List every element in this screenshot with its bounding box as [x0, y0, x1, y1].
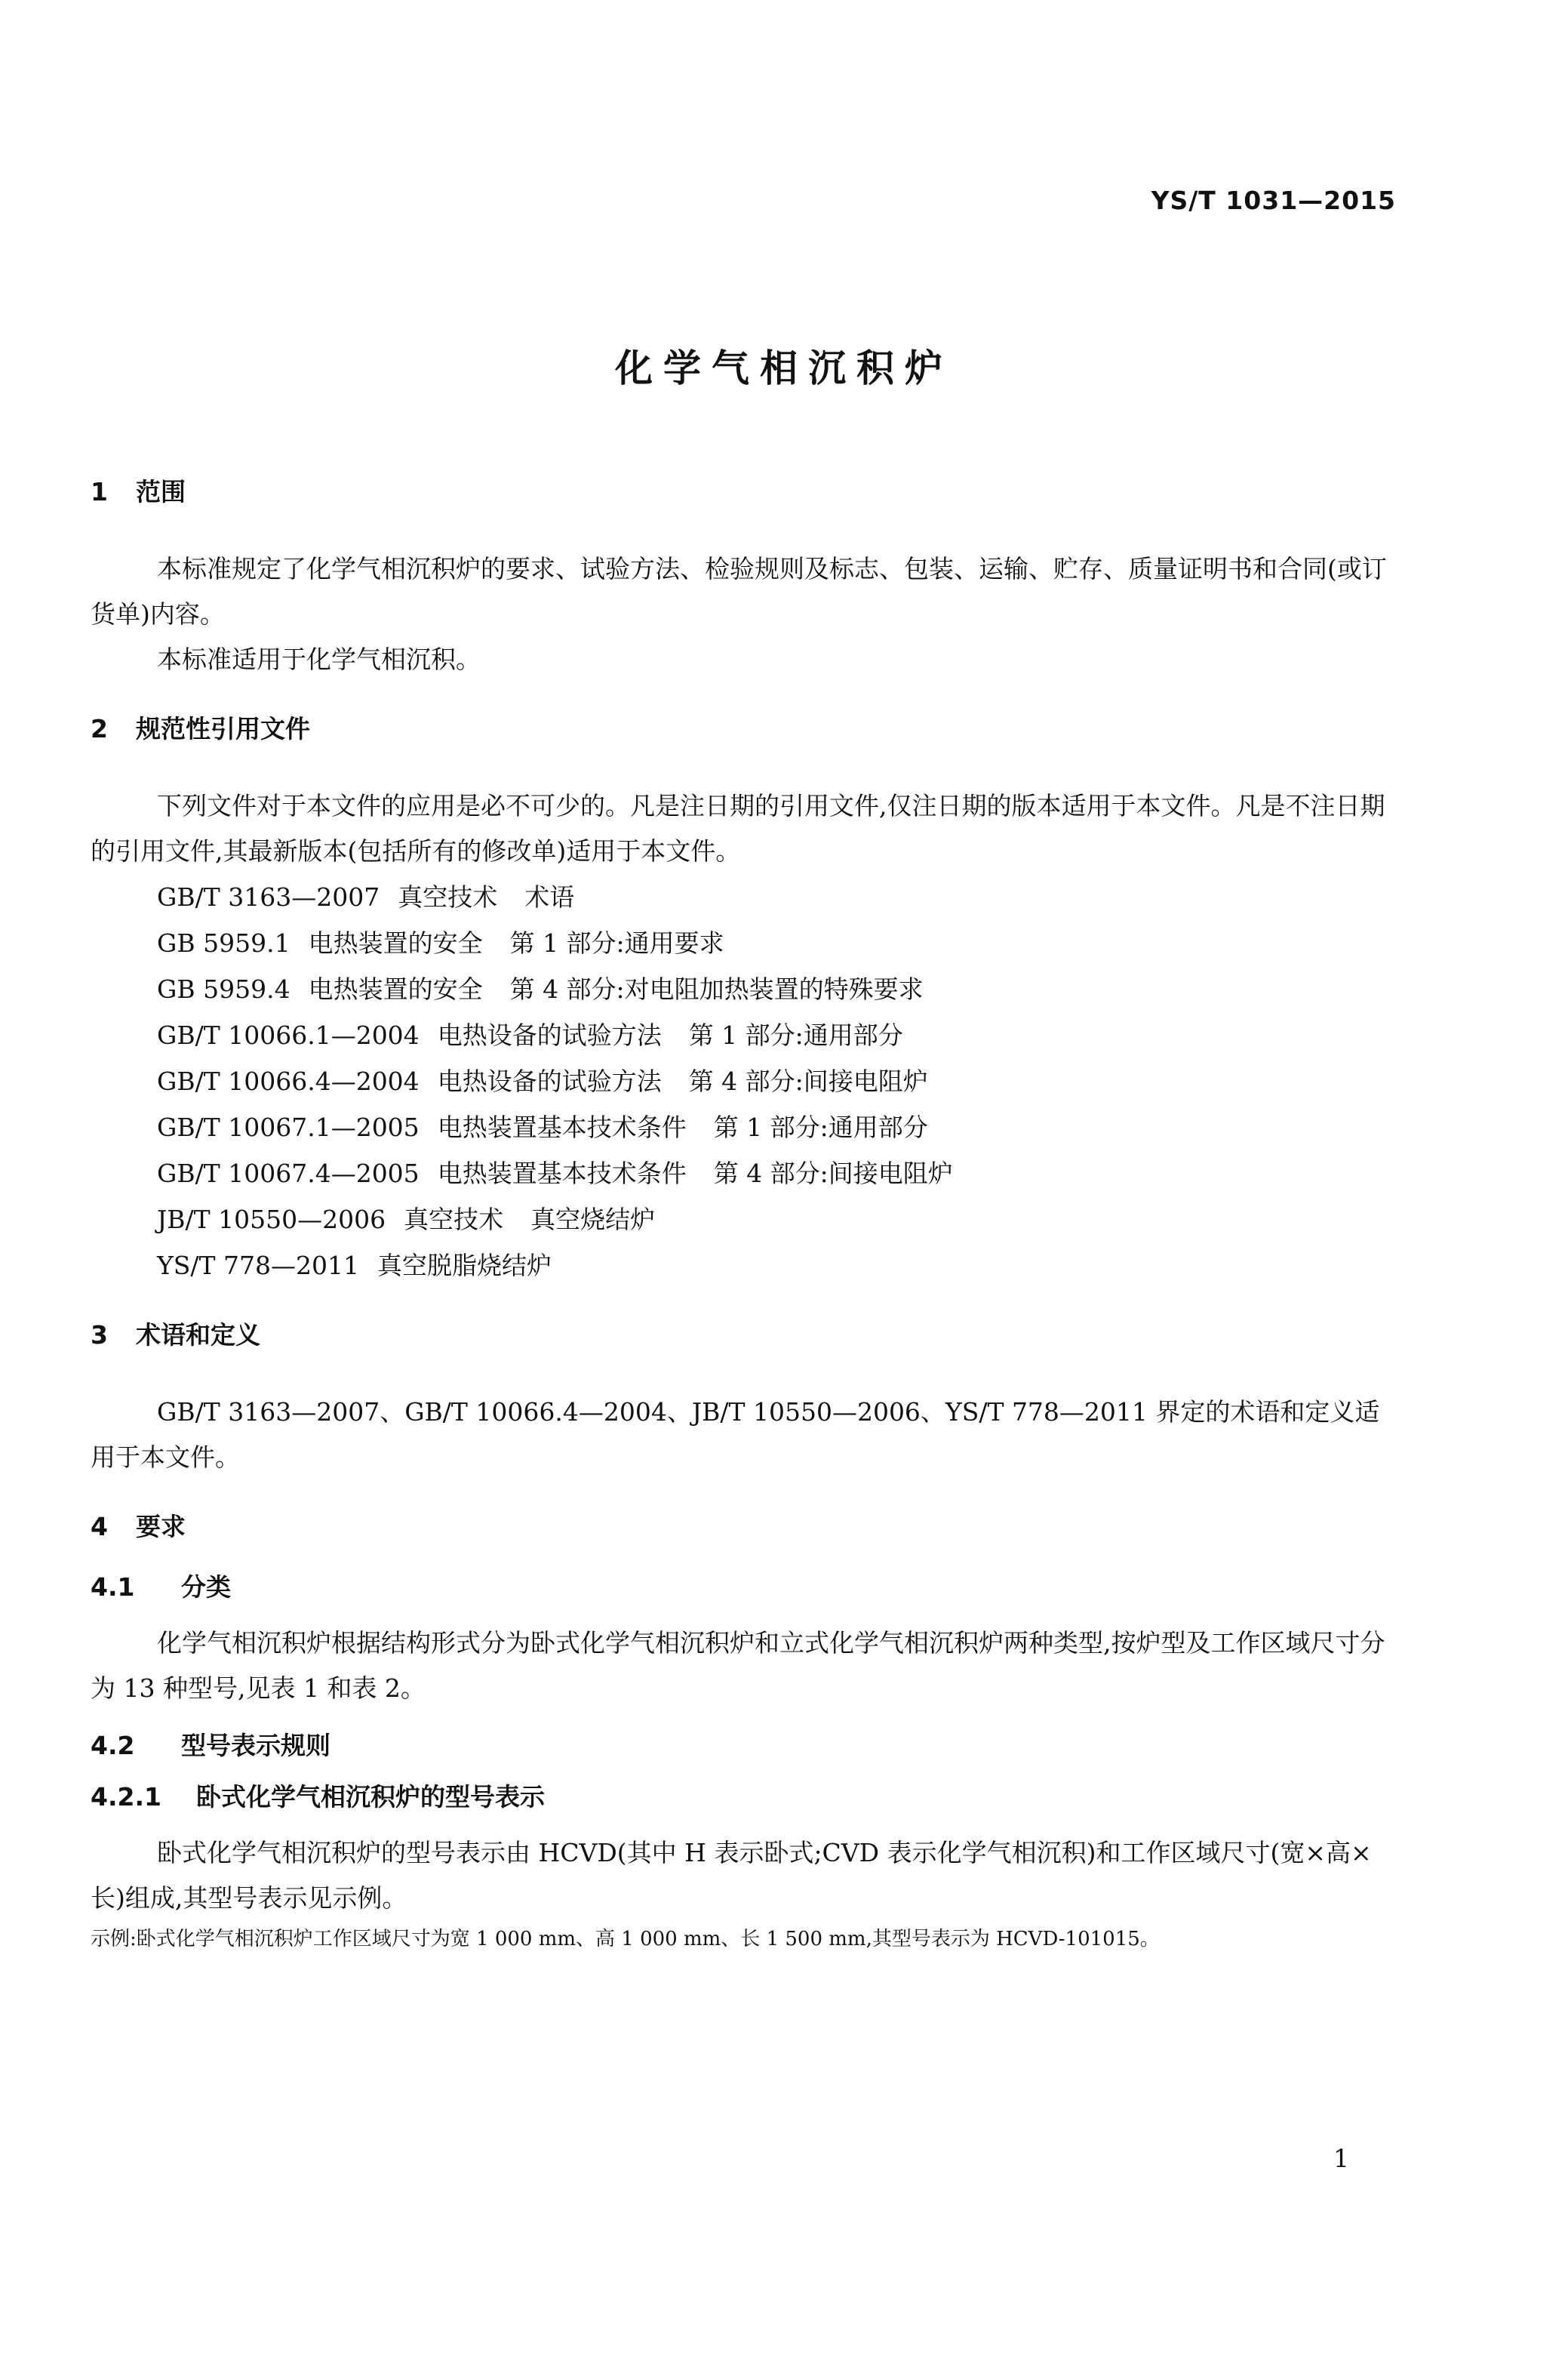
reference-title: 真空技术: [404, 1205, 504, 1234]
reference-code: GB 5959.1: [157, 928, 291, 958]
subsection-title: 分类: [181, 1572, 231, 1602]
subsection-title: 型号表示规则: [181, 1731, 331, 1760]
section-heading: [91, 476, 1404, 509]
reference-code: GB/T 10066.4—2004: [157, 1067, 420, 1096]
document-title: 化学气相沉积炉: [615, 346, 953, 390]
reference-item: [157, 1196, 1404, 1242]
reference-part: 第 1 部分:通用部分: [688, 1020, 903, 1050]
reference-part: 第 1 部分:通用部分: [713, 1113, 928, 1142]
section-title: 规范性引用文件: [136, 714, 310, 743]
reference-title: 真空技术: [398, 882, 498, 912]
reference-code: GB/T 3163—2007: [157, 882, 380, 912]
reference-part: 第 4 部分:间接电阻炉: [713, 1159, 953, 1188]
section-heading: [91, 1510, 1404, 1544]
reference-code: GB/T 10067.1—2005: [157, 1113, 420, 1142]
reference-item: [157, 1242, 1404, 1288]
section-title: 要求: [136, 1512, 186, 1541]
reference-title: 电热装置的安全: [308, 928, 483, 958]
reference-part: 第 1 部分:通用要求: [509, 928, 724, 958]
section-1-scope: [91, 476, 1404, 682]
section-3-terms-definitions: [91, 1319, 1404, 1480]
section-number: 3: [91, 1320, 108, 1350]
paragraph: 本标准规定了化学气相沉积炉的要求、试验方法、检验规则及标志、包装、运输、贮存、质量证明书和合同(或订货单)内容。: [91, 554, 1387, 629]
subsection-heading: [91, 1729, 1404, 1762]
paragraph: 化学气相沉积炉根据结构形式分为卧式化学气相沉积炉和立式化学气相沉积炉两种类型,按炉型及工作区域尺寸分为 13 种型号,见表 1 和表 2。: [91, 1628, 1385, 1703]
reference-code: GB 5959.4: [157, 974, 291, 1004]
reference-item: [157, 874, 1404, 920]
reference-part: 真空烧结炉: [530, 1205, 656, 1234]
reference-title: 电热装置基本技术条件: [437, 1159, 687, 1188]
paragraph: GB/T 3163—2007、GB/T 10066.4—2004、JB/T 10550—2006、YS/T 778—2011 界定的术语和定义适用于本文件。: [91, 1397, 1380, 1472]
reference-code: GB/T 10067.4—2005: [157, 1159, 420, 1188]
subsection-number: 4.2: [91, 1731, 135, 1760]
reference-part: 第 4 部分:对电阻加热装置的特殊要求: [509, 974, 924, 1004]
section-number: 2: [91, 714, 108, 743]
page-number: 1: [1333, 2144, 1349, 2173]
reference-code: YS/T 778—2011: [157, 1251, 359, 1280]
reference-item: [157, 1058, 1404, 1104]
reference-code: JB/T 10550—2006: [157, 1205, 386, 1234]
reference-part: 术语: [524, 882, 575, 912]
reference-item: [157, 920, 1404, 966]
reference-title: 真空脱脂烧结炉: [377, 1251, 552, 1280]
subsection-number: 4.1: [91, 1572, 135, 1602]
reference-item: [157, 1012, 1404, 1058]
section-4-requirements: [91, 1510, 1404, 1954]
section-number: 1: [91, 477, 108, 506]
section-2-normative-references: [91, 713, 1404, 1288]
section-heading: [91, 713, 1404, 746]
section-title: 范围: [136, 477, 186, 506]
document-body: [91, 476, 1404, 1954]
paragraph: 本标准适用于化学气相沉积。: [157, 645, 481, 674]
example-note: 示例:卧式化学气相沉积炉工作区域尺寸为宽 1 000 mm、高 1 000 mm、长 1 500 mm,其型号表示为 HCVD-101015。: [91, 1928, 1160, 1950]
reference-item: [157, 966, 1404, 1012]
section-title: 术语和定义: [136, 1320, 260, 1350]
reference-item: [157, 1104, 1404, 1150]
reference-list: [91, 874, 1404, 1288]
paragraph: 卧式化学气相沉积炉的型号表示由 HCVD(其中 H 表示卧式;CVD 表示化学气相沉积)和工作区域尺寸(宽×高×长)组成,其型号表示见示例。: [91, 1838, 1372, 1913]
reference-item: [157, 1150, 1404, 1196]
reference-title: 电热装置的安全: [308, 974, 483, 1004]
reference-title: 电热设备的试验方法: [437, 1067, 662, 1096]
paragraph: 下列文件对于本文件的应用是必不可少的。凡是注日期的引用文件,仅注日期的版本适用于本文件。凡是不注日期的引用文件,其最新版本(包括所有的修改单)适用于本文件。: [91, 791, 1385, 866]
standard-number: YS/T 1031—2015: [1151, 186, 1396, 215]
reference-code: GB/T 10066.1—2004: [157, 1020, 420, 1050]
reference-part: 第 4 部分:间接电阻炉: [688, 1067, 928, 1096]
reference-title: 电热设备的试验方法: [437, 1020, 662, 1050]
reference-title: 电热装置基本技术条件: [437, 1113, 687, 1142]
subsubsection-number: 4.2.1: [91, 1782, 161, 1812]
subsubsection-heading: [91, 1781, 1404, 1814]
section-heading: [91, 1319, 1404, 1352]
subsubsection-title: 卧式化学气相沉积炉的型号表示: [196, 1782, 545, 1812]
section-number: 4: [91, 1512, 108, 1541]
subsection-heading: [91, 1571, 1404, 1604]
